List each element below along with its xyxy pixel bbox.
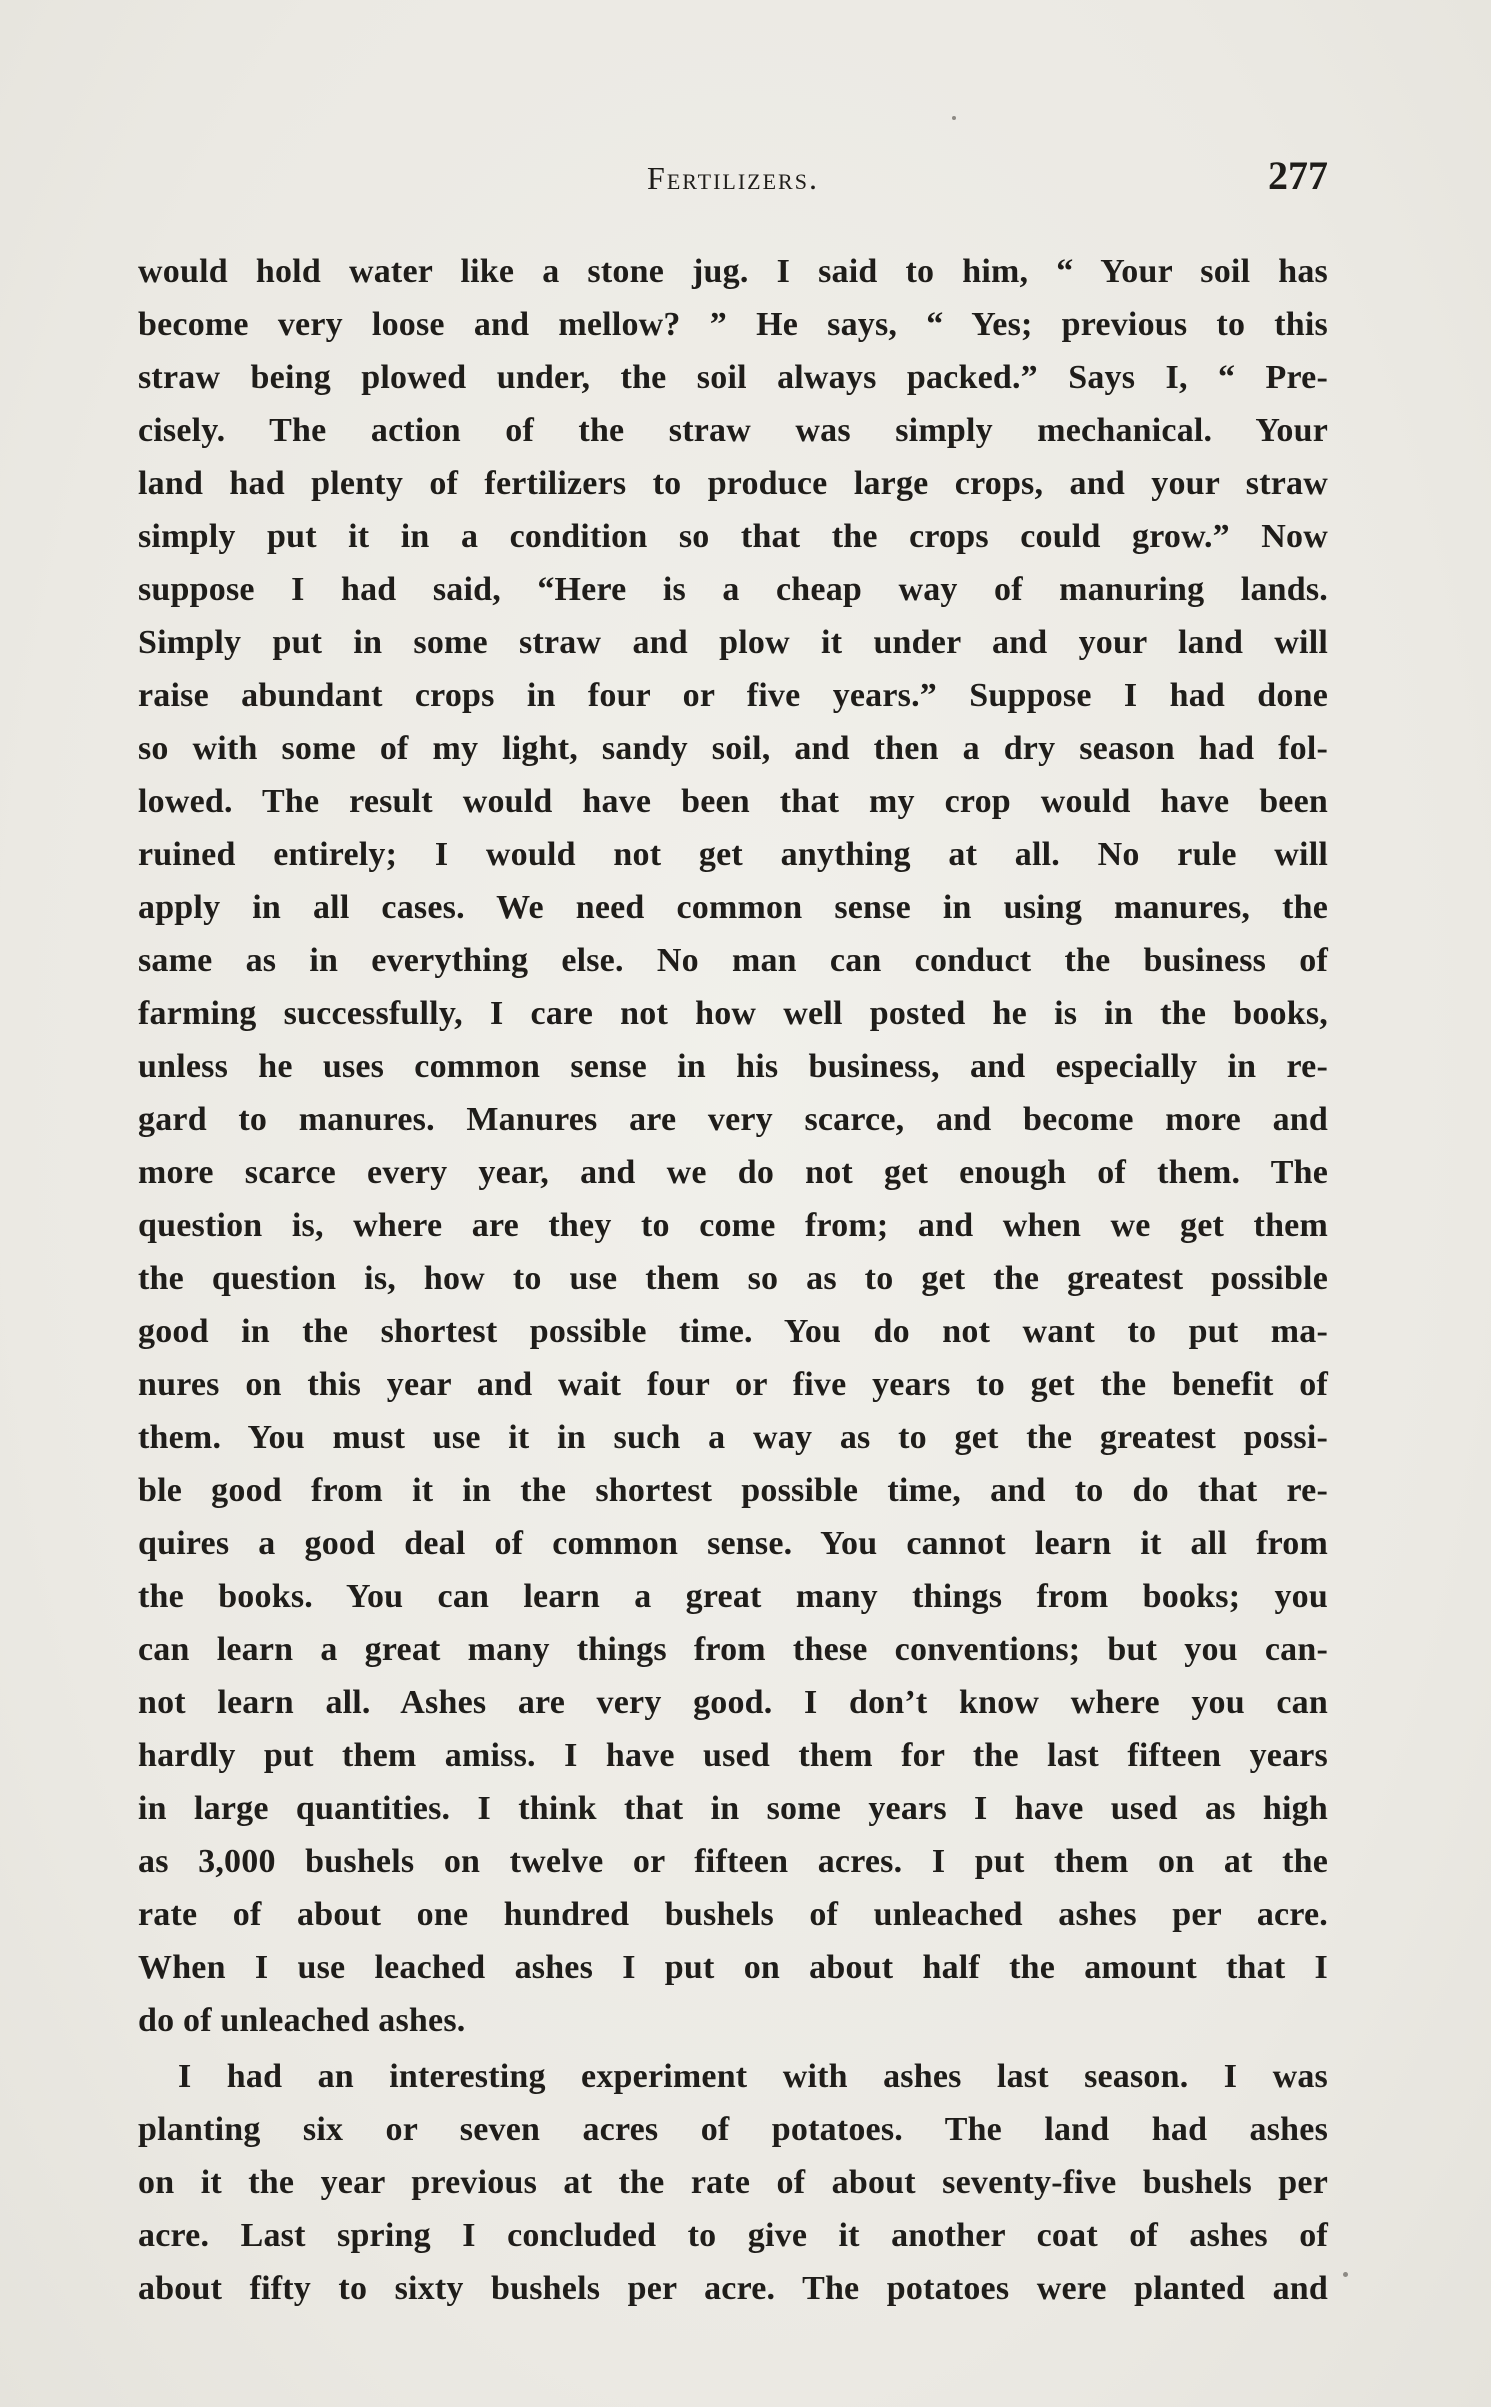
text-line: as 3,000 bushels on twelve or fifteen acres. I put them on at the xyxy=(138,1843,1328,1880)
text-line: hardly put them amiss. I have used them for the last fifteen years xyxy=(138,1737,1328,1774)
text-line: same as in everything else. No man can conduct the business of xyxy=(138,942,1328,979)
text-line: more scarce every year, and we do not get enough of them. The xyxy=(138,1154,1328,1191)
text-line: raise abundant crops in four or five years.” Suppose I had done xyxy=(138,677,1328,714)
paragraph-1 xyxy=(138,245,1328,2047)
paragraph-2 xyxy=(138,2050,1328,2315)
text-line: question is, where are they to come from; and when we get them xyxy=(138,1207,1328,1244)
text-line: Simply put in some straw and plow it under and your land will xyxy=(138,624,1328,661)
text-line: rate of about one hundred bushels of unleached ashes per acre. xyxy=(138,1896,1328,1933)
text-line: quires a good deal of common sense. You cannot learn it all from xyxy=(138,1525,1328,1562)
text-line: not learn all. Ashes are very good. I don’t know where you can xyxy=(138,1684,1328,1721)
text-line: suppose I had said, “Here is a cheap way of manuring lands. xyxy=(138,571,1328,608)
text-line: on it the year previous at the rate of about seventy-five bushels per xyxy=(138,2164,1328,2201)
text-line: gard to manures. Manures are very scarce, and become more and xyxy=(138,1101,1328,1138)
text-line: straw being plowed under, the soil always packed.” Says I, “ Pre- xyxy=(138,359,1328,396)
text-line: land had plenty of fertilizers to produce large crops, and your straw xyxy=(138,465,1328,502)
text-line: the question is, how to use them so as to get the greatest possible xyxy=(138,1260,1328,1297)
text-line: them. You must use it in such a way as to get the greatest possi- xyxy=(138,1419,1328,1456)
paper-speck xyxy=(1343,2272,1348,2277)
text-line: would hold water like a stone jug. I said to him, “ Your soil has xyxy=(138,253,1328,290)
text-line: in large quantities. I think that in some years I have used as high xyxy=(138,1790,1328,1827)
text-line: lowed. The result would have been that my crop would have been xyxy=(138,783,1328,820)
text-line: nures on this year and wait four or five years to get the benefit of xyxy=(138,1366,1328,1403)
text-line: farming successfully, I care not how well posted he is in the books, xyxy=(138,995,1328,1032)
text-line: apply in all cases. We need common sense in using manures, the xyxy=(138,889,1328,926)
text-line: ble good from it in the shortest possible time, and to do that re- xyxy=(138,1472,1328,1509)
paper-speck xyxy=(952,116,956,120)
text-line: acre. Last spring I concluded to give it another coat of ashes of xyxy=(138,2217,1328,2254)
page-header xyxy=(138,150,1328,210)
text-line: do of unleached ashes. xyxy=(138,2002,466,2039)
text-line: can learn a great many things from these conventions; but you can- xyxy=(138,1631,1328,1668)
page-number: 277 xyxy=(1268,153,1328,198)
body-text xyxy=(138,245,1328,2318)
text-line: ruined entirely; I would not get anything at all. No rule will xyxy=(138,836,1328,873)
text-line: When I use leached ashes I put on about half the amount that I xyxy=(138,1949,1328,1986)
text-line: about fifty to sixty bushels per acre. The potatoes were planted and xyxy=(138,2270,1328,2307)
running-head: Fertilizers. xyxy=(647,160,819,196)
text-line: cisely. The action of the straw was simply mechanical. Your xyxy=(138,412,1328,449)
text-line: the books. You can learn a great many things from books; you xyxy=(138,1578,1328,1615)
text-line: I had an interesting experiment with ashes last season. I was xyxy=(178,2058,1328,2095)
text-line: simply put it in a condition so that the crops could grow.” Now xyxy=(138,518,1328,555)
text-line: planting six or seven acres of potatoes. The land had ashes xyxy=(138,2111,1328,2148)
text-line: unless he uses common sense in his business, and especially in re- xyxy=(138,1048,1328,1085)
text-line: good in the shortest possible time. You do not want to put ma- xyxy=(138,1313,1328,1350)
text-line: so with some of my light, sandy soil, and then a dry season had fol- xyxy=(138,730,1328,767)
text-line: become very loose and mellow? ” He says, “ Yes; previous to this xyxy=(138,306,1328,343)
